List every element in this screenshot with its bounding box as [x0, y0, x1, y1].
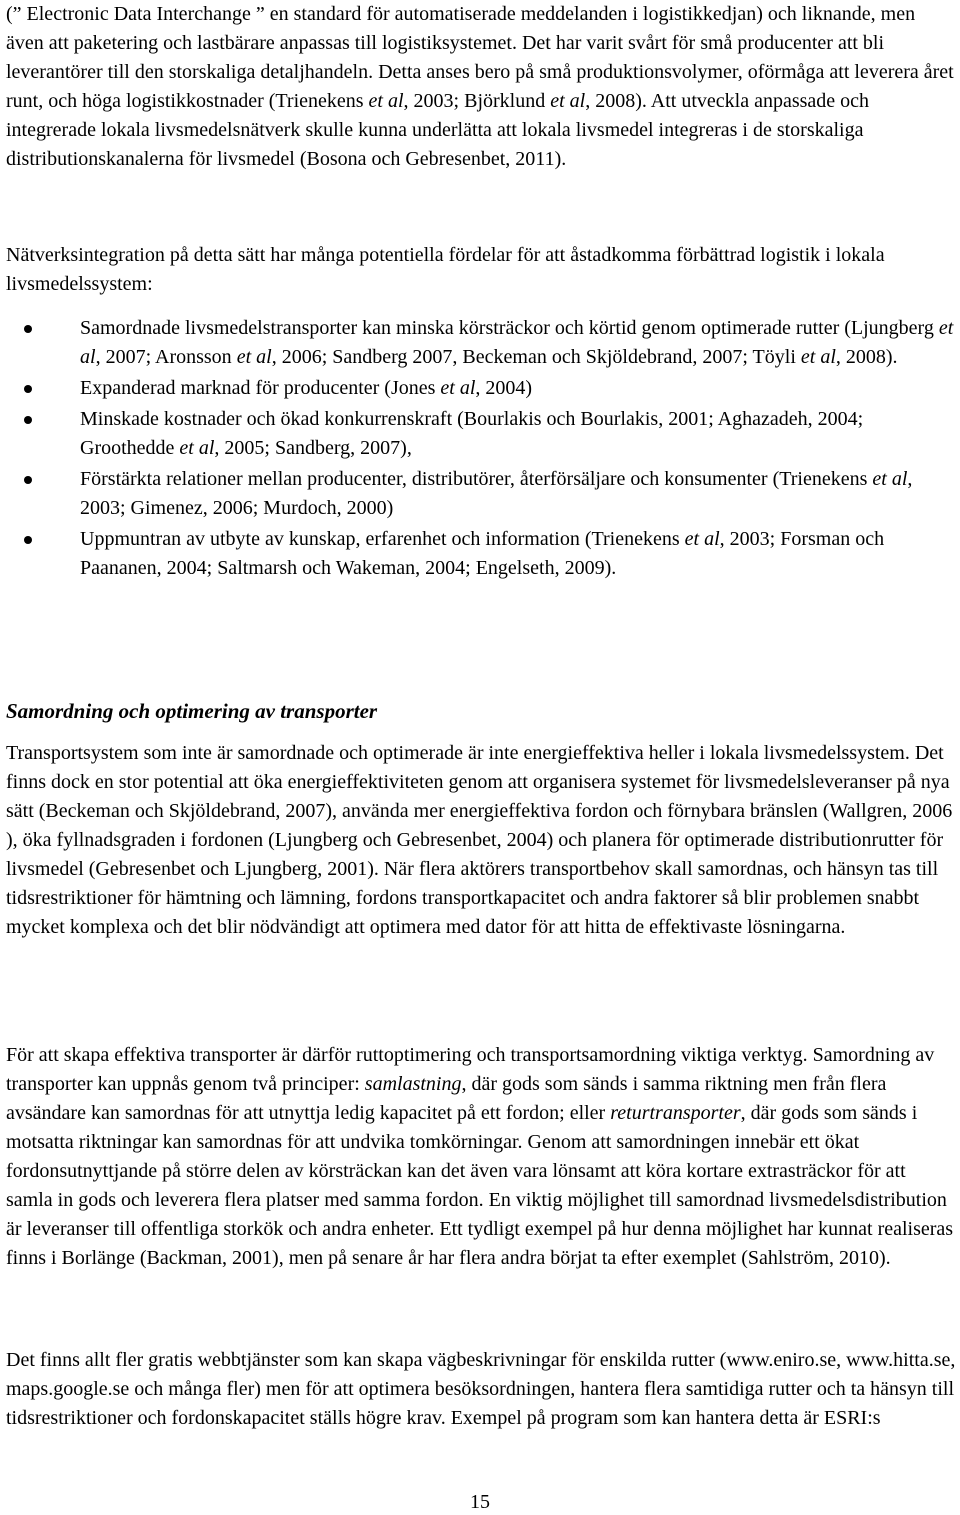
citation-etal: et al: [236, 346, 272, 368]
bullet-icon: [24, 325, 32, 333]
term-returtransporter: returtransporter: [610, 1102, 741, 1124]
bullet-icon: [24, 476, 32, 484]
text-run: , 2008).: [835, 346, 898, 368]
bullet-icon: [24, 416, 32, 424]
text-run: Samordnade livsmedelstransporter kan minska körsträckor och körtid genom optimerade rutter (Ljungberg: [80, 317, 939, 339]
text-run: , 2005; Sandberg, 2007),: [214, 437, 412, 459]
citation-etal: et al: [440, 377, 476, 399]
term-samlastning: samlastning: [364, 1073, 462, 1095]
paragraph-route-optimization: [6, 1041, 956, 1273]
citation-etal: et al: [684, 528, 720, 550]
text-run: Förstärkta relationer mellan producenter, distributörer, återförsäljare och konsumenter (Trienekens: [80, 468, 873, 490]
citation-etal: et al: [179, 437, 215, 459]
text-run: , 2003; Björklund: [403, 90, 551, 112]
list-item: [6, 374, 956, 403]
text-run: , där gods som sänds i motsatta riktningar kan samordnas för att undvika tomkörningar. Genom att samordningen innebär ett ökat fordonsutnyttjande på större delen av körsträckan kan det även vara lönsamt att köra kortare extrasträckor för att samla in gods och leverera flera platser med samma fordon. En viktig möjlighet till samordnad livsmedelsdistribution är leveranser till offentliga storkök och andra enheter. Ett tydligt exempel på hur denna möjlighet har kunnat realiseras finns i Borlänge (Backman, 2001), men på senare år har flera andra börjat ta efter exemplet (Sahlström, 2010).: [6, 1102, 954, 1269]
text-run: , 2004): [475, 377, 533, 399]
citation-etal: et al: [80, 317, 954, 368]
paragraph-intro: [6, 0, 956, 174]
paragraph-transport-systems: Transportsystem som inte är samordnade och optimerade är inte energieffektiva heller i lokala livsmedelssystem. Det finns dock en stor potential att öka energieffektiviteten genom att organisera systemet för livsmedelsleveranser på nya sätt (Beckeman och Skjöldebrand, 2007), använda mer energieffektiva fordon och förnybara bränslen (Wallgren, 2006 ), öka fyllnadsgraden i fordonen (Ljungberg och Gebresenbet, 2004) och planera för optimerade distributionrutter för livsmedel (Gebresenbet och Ljungberg, 2001). När flera aktörers transportbehov skall samordnas, och hänsyn tas till tidsrestriktioner för hämtning och lämning, fordons transportkapacitet och andra faktorer så blir problemen snabbt mycket komplexa och det blir nödvändigt att optimera med dator för att hitta de effektivaste lösningarna.: [6, 742, 953, 938]
text-run: , 2007; Aronsson: [95, 346, 237, 368]
text-run: , 2003; Forsman och Paananen, 2004; Saltmarsh och Wakeman, 2004; Engelseth, 2009).: [80, 528, 885, 579]
text-run: , 2003; Gimenez, 2006; Murdoch, 2000): [80, 468, 913, 519]
citation-etal: et al: [800, 346, 836, 368]
bullet-icon: [24, 385, 32, 393]
paragraph-web-services: Det finns allt fler gratis webbtjänster som kan skapa vägbeskrivningar för enskilda rutter (www.eniro.se, www.hitta.se, maps.google.se och många fler) men för att optimera besöksordningen, hantera flera samtidiga rutter och ta hänsyn till tidsrestriktioner och fordonskapacitet ställs högre krav. Exempel på program som kan hantera detta är ESRI:s: [6, 1349, 956, 1429]
text-run: , 2008). Att utveckla anpassade och integrerade lokala livsmedelsnätverk skulle kunna underlätta att lokala livsmedel integreras i de storskaliga distributionskanalerna för livsmedel (Bosona och Gebresenbet, 2011).: [6, 90, 870, 170]
text-run: , där gods som sänds i samma riktning men från flera avsändare kan samordnas för att utnyttja ledig kapacitet på ett fordon; eller: [6, 1073, 887, 1124]
paragraph-network-integration: Nätverksintegration på detta sätt har många potentiella fördelar för att åstadkomma förbättrad logistik i lokala livsmedelssystem:: [6, 244, 885, 295]
citation-etal: et al: [872, 468, 908, 490]
text-run: (” Electronic Data Interchange ” en standard för automatiserade meddelanden i logistikkedjan) och liknande, men även att paketering och lastbärare anpassas till logistiksystemet. Det har varit svårt för små producenter att bli leverantörer till den storskaliga detaljhandeln. Detta anses bero på små produktionsvolymer, oförmåga att leverera året runt, och höga logistikkostnader (Trienekens: [6, 3, 954, 112]
list-item: [6, 525, 956, 583]
text-run: För att skapa effektiva transporter är därför ruttoptimering och transportsamordning viktiga verktyg. Samordning av transporter kan uppnås genom två principer:: [6, 1044, 935, 1095]
list-item: [6, 405, 956, 463]
text-run: Minskade kostnader och ökad konkurrenskraft (Bourlakis och Bourlakis, 2001; Aghazadeh, 2004; Groothedde: [80, 408, 864, 459]
citation-etal: et al: [368, 90, 404, 112]
section-heading: Samordning och optimering av transporter: [6, 699, 378, 723]
benefits-list: [6, 314, 956, 585]
page-number: 15: [470, 1491, 490, 1513]
text-run: , 2006; Sandberg 2007, Beckeman och Skjöldebrand, 2007; Töyli: [271, 346, 801, 368]
bullet-icon: [24, 536, 32, 544]
text-run: Uppmuntran av utbyte av kunskap, erfarenhet och information (Trienekens: [80, 528, 685, 550]
citation-etal: et al: [550, 90, 586, 112]
list-item: [6, 465, 956, 523]
text-run: Expanderad marknad för producenter (Jones: [80, 377, 441, 399]
list-item: [6, 314, 956, 372]
